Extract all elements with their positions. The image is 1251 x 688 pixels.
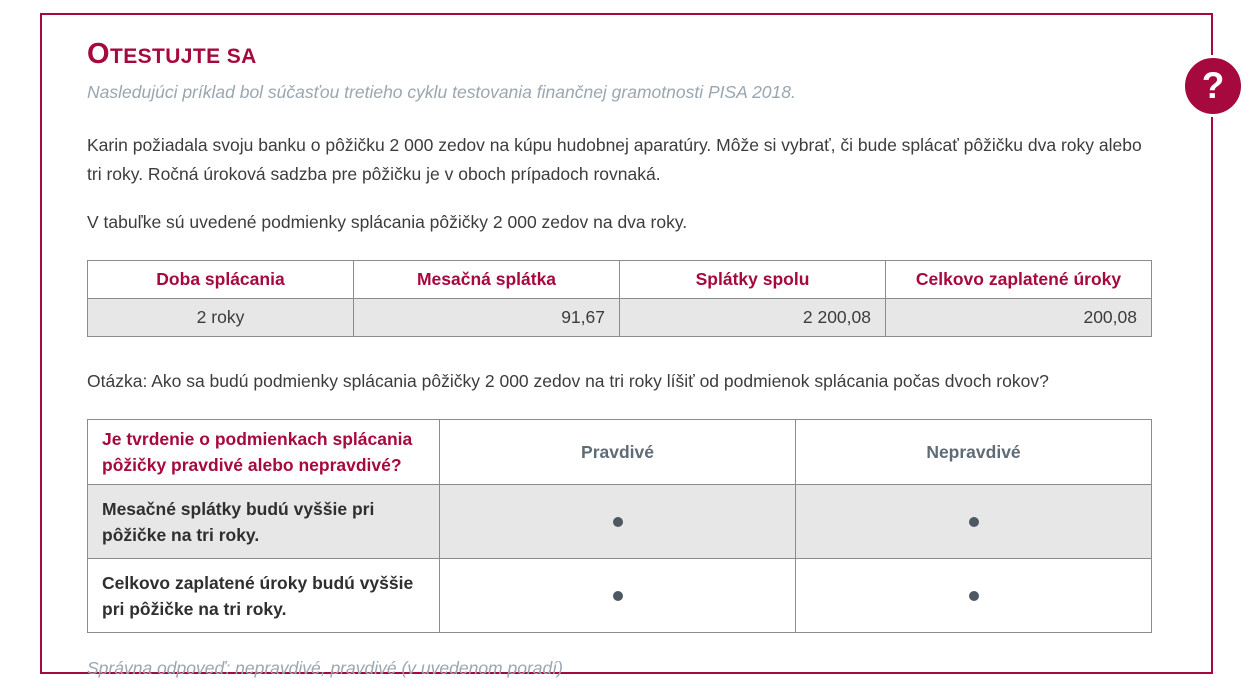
loan-header-total-interest: Celkovo zaplatené úroky <box>886 261 1152 299</box>
question-mark-glyph: ? <box>1201 64 1225 106</box>
loan-cell-total: 2 200,08 <box>620 299 886 337</box>
statement-2-false-cell <box>796 559 1152 633</box>
loan-cell-monthly: 91,67 <box>354 299 620 337</box>
loan-header-repayment-period: Doba splácania <box>88 261 354 299</box>
statement-1-false-cell <box>796 485 1152 559</box>
subtitle: Nasledujúci príklad bol súčasťou tretieho cyklu testovania finančnej gramotnosti PISA 2018. <box>87 82 796 102</box>
quiz-header-row <box>88 420 1152 485</box>
radio-statement-2-false[interactable] <box>969 591 979 601</box>
quiz-header-false: Nepravdivé <box>796 420 1152 485</box>
content-card <box>40 13 1225 678</box>
quiz-header-question: Je tvrdenie o podmienkach splácania pôžičky pravdivé alebo nepravdivé? <box>88 420 440 485</box>
help-icon[interactable] <box>1182 55 1244 117</box>
page-title: OTESTUJTE SA <box>87 38 257 70</box>
loan-conditions-table <box>87 260 1152 337</box>
radio-statement-2-true[interactable] <box>613 591 623 601</box>
loan-header-monthly-payment: Mesačná splátka <box>354 261 620 299</box>
loan-cell-interest: 200,08 <box>886 299 1152 337</box>
statement-1-text: Mesačné splátky budú vyššie pri pôžičke na tri roky. <box>88 485 440 559</box>
quiz-row-statement-2 <box>88 559 1152 633</box>
statement-2-true-cell <box>440 559 796 633</box>
question-text: Otázka: Ako sa budú podmienky splácania pôžičky 2 000 zedov na tri roky líšiť od podmienok splácania počas dvoch rokov? <box>87 371 1049 391</box>
quiz-row-statement-1 <box>88 485 1152 559</box>
radio-statement-1-false[interactable] <box>969 517 979 527</box>
table-intro-paragraph: V tabuľke sú uvedené podmienky splácania pôžičky 2 000 zedov na dva roky. <box>87 212 688 232</box>
loan-cell-period: 2 roky <box>88 299 354 337</box>
quiz-header-true: Pravdivé <box>440 420 796 485</box>
statement-2-text: Celkovo zaplatené úroky budú vyššie pri pôžičke na tri roky. <box>88 559 440 633</box>
statement-1-true-cell <box>440 485 796 559</box>
true-false-quiz-table <box>87 419 1152 633</box>
loan-header-total-payments: Splátky spolu <box>620 261 886 299</box>
intro-paragraph: Karin požiadala svoju banku o pôžičku 2 000 zedov na kúpu hudobnej aparatúry. Môže si vybrať, či bude splácať pôžičku dva roky alebo tri roky. Ročná úroková sadzba pre pôžičku je v oboch prípadoch rovnaká. <box>87 135 1142 184</box>
answer-text: Správna odpoveď: nepravdivé, pravdivé (v uvedenom poradí) <box>87 658 563 678</box>
loan-table-header-row <box>88 261 1152 299</box>
loan-table-data-row <box>88 299 1152 337</box>
radio-statement-1-true[interactable] <box>613 517 623 527</box>
